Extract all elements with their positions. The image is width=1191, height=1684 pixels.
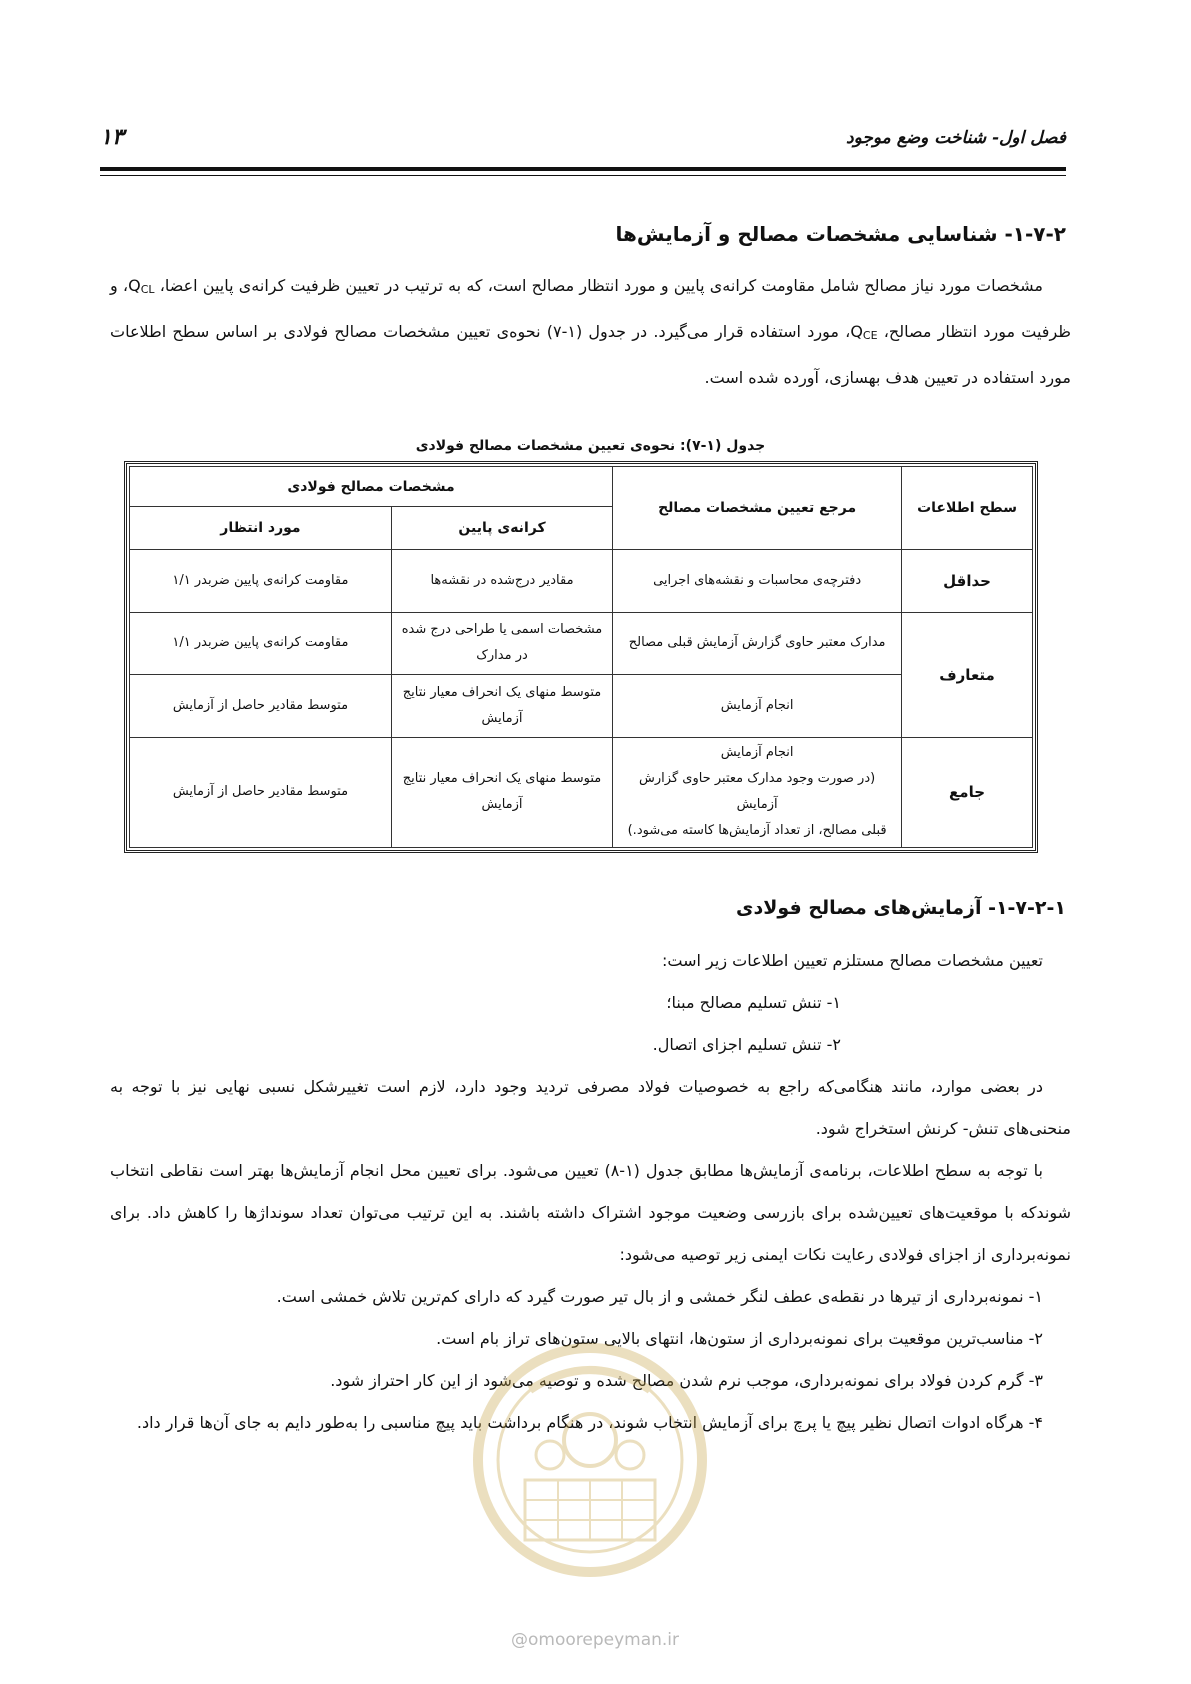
subsection-heading: ۱-۷-۲-۱- آزمایش‌های مصالح فولادی	[736, 897, 1066, 919]
table-row	[130, 675, 1033, 738]
intro-block	[110, 265, 1071, 399]
cell-level: جامع	[902, 737, 1033, 847]
table-header-row	[130, 467, 1033, 507]
cell-level: حداقل	[902, 549, 1033, 612]
cell-reference-line: (در صورت وجود مدارک معتبر حاوی گزارش آزمایش	[639, 771, 876, 813]
cell-expected: متوسط مقادیر حاصل از آزمایش	[130, 675, 392, 738]
watermark-seal-icon	[470, 1330, 710, 1630]
cell-reference	[613, 737, 902, 847]
paragraph: در بعضی موارد، مانند هنگامی‌که راجع به خصوصیات فولاد مصرفی تردید وجود دارد، لازم است تغییرشکل نسبی نهایی نیز با توجه به منحنی‌های تنش- کرنش استخراج شود.	[110, 1077, 1071, 1138]
cell-reference-line: انجام آزمایش	[720, 745, 794, 761]
list-item: ۴- هرگاه ادوات اتصال نظیر پیچ یا پرچ برای آزمایش انتخاب شوند، در هنگام برداشت باید پیچ مناسبی را به‌طور دایم به جای آن‌ها قرار داد.	[136, 1413, 1043, 1432]
header-expected: مورد انتظار	[130, 507, 392, 549]
page-number: ۱۳	[100, 124, 124, 150]
q-ce-symbol	[850, 322, 877, 341]
cell-lower: متوسط منهای یک انحراف معیار نتایج آزمایش	[391, 675, 612, 738]
intro-text-1: مشخصات مورد نیاز مصالح شامل مقاومت کرانه‌ی پایین و مورد انتظار مصالح است، که به ترتیب در تعیین ظرفیت کرانه‌ی پایین اعضا،	[154, 276, 1043, 295]
header-lower: کرانه‌ی پایین	[391, 507, 612, 549]
header-reference: مرجع تعیین مشخصات مصالح	[613, 467, 902, 550]
cell-reference: انجام آزمایش	[613, 675, 902, 738]
header-group: مشخصات مصالح فولادی	[130, 467, 613, 507]
cell-lower: مقادیر درج‌شده در نقشه‌ها	[391, 549, 612, 612]
q-cl-letter: Q	[128, 276, 141, 295]
intro-paragraph	[110, 265, 1071, 399]
table-row	[130, 612, 1033, 675]
q-ce-subscript: CE	[862, 329, 878, 342]
list-item: ۱- تنش تسلیم مصالح مبنا؛	[666, 993, 841, 1012]
q-ce-letter: Q	[850, 322, 863, 341]
cell-lower: متوسط منهای یک انحراف معیار نتایج آزمایش	[391, 737, 612, 847]
section-heading: ۱-۷-۲- شناسایی مشخصات مصالح و آزمایش‌ها	[615, 222, 1066, 246]
page-header	[100, 124, 1066, 158]
material-table	[124, 461, 1038, 853]
intro-text-3: ، مورد استفاده قرار می‌گیرد. در جدول (۱-۷) نحوه‌ی تعیین مشخصات مصالح فولادی بر اساس سطح اطلاعات مورد استفاده در تعیین هدف بهسازی، آورده شده است.	[110, 322, 1071, 387]
q-cl-symbol	[128, 276, 154, 295]
intro-text-2: ، و ظرفیت مورد انتظار مصالح،	[110, 276, 1072, 341]
cell-lower: مشخصات اسمی یا طراحی درج شده در مدارک	[391, 612, 612, 675]
cell-reference: مدارک معتبر حاوی گزارش آزمایش قبلی مصالح	[613, 612, 902, 675]
paragraph: با توجه به سطح اطلاعات، برنامه‌ی آزمایش‌ها مطابق جدول (۱-۸) تعیین می‌شود. برای تعیین محل انجام آزمایش‌ها بهتر است نقاطی انتخاب شوندکه با موقعیت‌های تعیین‌شده برای بازرسی وضعیت موجود اشتراک داشته باشند. به این ترتیب می‌توان تعداد سونداژها را کاهش داد. برای نمونه‌برداری از اجزای فولادی رعایت نکات ایمنی زیر توصیه می‌شود:	[110, 1161, 1071, 1264]
table-row	[130, 737, 1033, 847]
table-row	[130, 549, 1033, 612]
watermark-site: omoorepeyman.ir	[527, 1630, 680, 1650]
watermark-text: @omoorepeyman.ir	[510, 1630, 680, 1650]
cell-reference: دفترچه‌ی محاسبات و نقشه‌های اجرایی	[613, 549, 902, 612]
cell-level: متعارف	[902, 612, 1033, 737]
header-rule-thick	[100, 167, 1066, 171]
list-item: ۲- مناسب‌ترین موقعیت برای نمونه‌برداری از ستون‌ها، انتهای بالایی ستون‌های تراز بام است.	[436, 1329, 1043, 1348]
list-item: ۱- نمونه‌برداری از تیرها در نقطه‌ی عطف لنگر خمشی و از بال تیر صورت گیرد که دارای کم‌ترین تلاش خمشی است.	[276, 1287, 1043, 1306]
material-table-grid	[129, 466, 1033, 848]
q-cl-subscript: CL	[140, 283, 155, 296]
cell-expected: متوسط مقادیر حاصل از آزمایش	[130, 737, 392, 847]
cell-expected: مقاومت کرانه‌ی پایین ضربدر ۱/۱	[130, 549, 392, 612]
list-item: ۳- گرم کردن فولاد برای نمونه‌برداری، موجب نرم شدن مصالح شده و توصیه می‌شود از این کار احتراز شود.	[330, 1371, 1043, 1390]
paragraph: تعیین مشخصات مصالح مستلزم تعیین اطلاعات زیر است:	[662, 951, 1043, 970]
list-item: ۲- تنش تسلیم اجزای اتصال.	[652, 1035, 841, 1054]
chapter-title: فصل اول- شناخت وضع موجود	[846, 128, 1066, 148]
cell-expected: مقاومت کرانه‌ی پایین ضربدر ۱/۱	[130, 612, 392, 675]
header-rule-thin	[100, 175, 1066, 176]
cell-reference-line: قبلی مصالح، از تعداد آزمایش‌ها کاسته می‌شود.)	[627, 823, 887, 839]
table-caption: جدول (۱-۷): نحوه‌ی تعیین مشخصات مصالح فولادی	[415, 438, 766, 454]
header-level: سطح اطلاعات	[902, 467, 1033, 550]
